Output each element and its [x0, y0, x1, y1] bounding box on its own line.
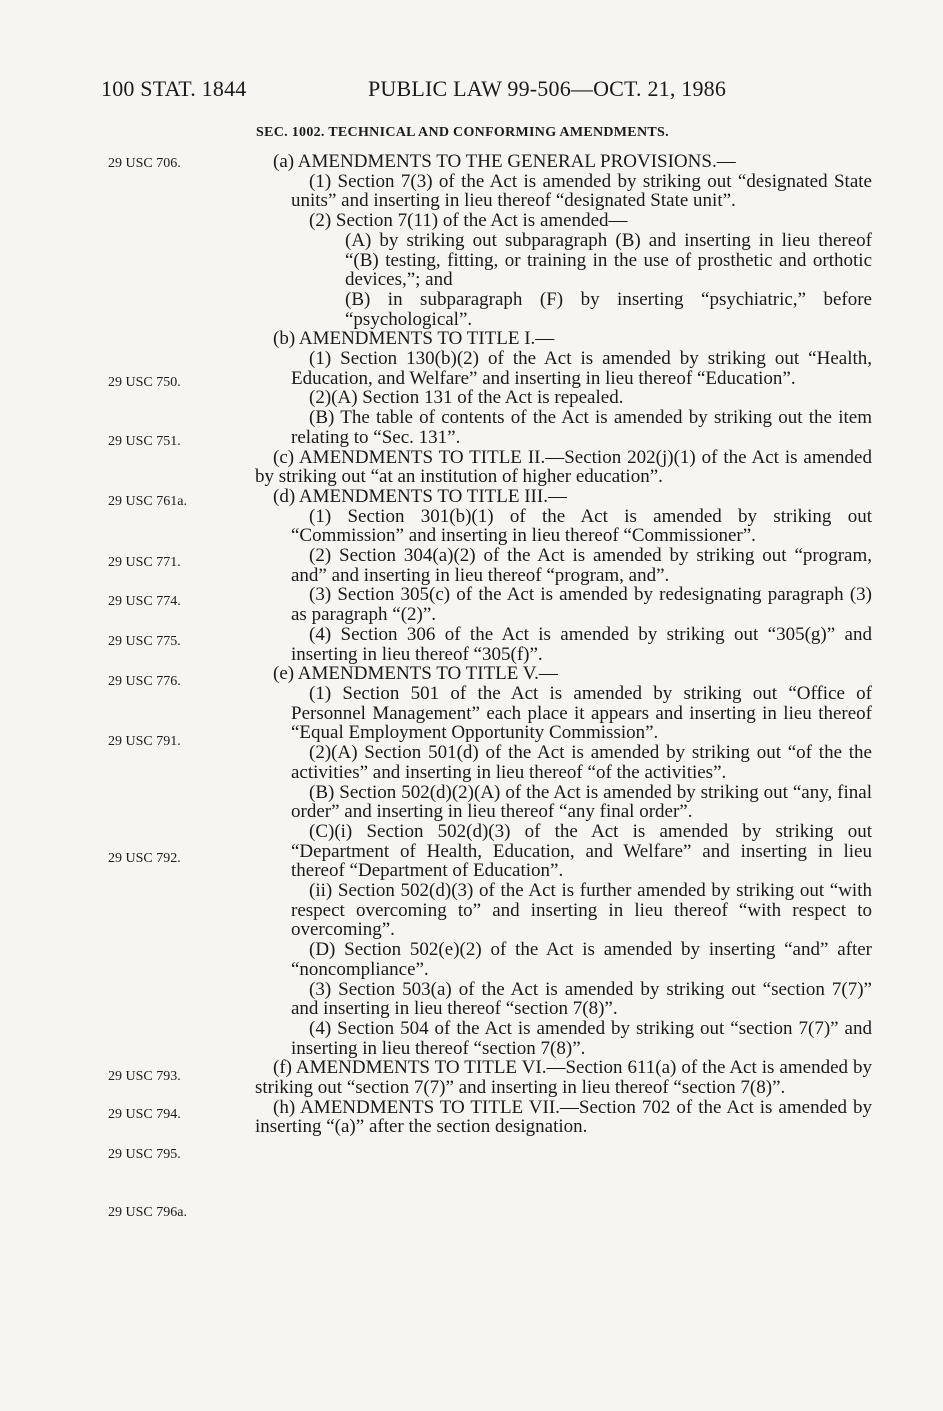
margin-citation: 29 USC 791.: [108, 734, 181, 749]
paragraph: (1) Section 501 of the Act is amended by striking out “Office of Personnel Management” each place it appears and inserting in lieu thereof “Equal Employment Opportunity Commission”.: [291, 682, 872, 744]
margin-citation: 29 USC 706.: [108, 156, 181, 171]
margin-citation: 29 USC 761a.: [108, 494, 187, 509]
paragraph: (1) Section 130(b)(2) of the Act is amended by striking out “Health, Education, and Welfare” and inserting in lieu thereof “Education”.: [291, 348, 872, 389]
paragraph: (ii) Section 502(d)(3) of the Act is further amended by striking out “with respect overcoming to” and inserting in lieu thereof “with respect to overcoming”.: [291, 880, 872, 941]
subsection-f: (f) AMENDMENTS TO TITLE VI.—Section 611(a) of the Act is amended by striking out “section 7(7)” and inserting in lieu thereof “section 7(8)”.: [255, 1057, 872, 1099]
paragraph: (1) Section 301(b)(1) of the Act is amended by striking out “Commission” and inserting in lieu thereof “Commissioner”.: [291, 505, 872, 547]
margin-citation: 29 USC 796a.: [108, 1205, 187, 1220]
subsection-heading-a: (a) AMENDMENTS TO THE GENERAL PROVISIONS.—: [273, 151, 736, 172]
paragraph: (2) Section 7(11) of the Act is amended—: [309, 210, 628, 232]
subsection-h: (h) AMENDMENTS TO TITLE VII.—Section 702 of the Act is amended by inserting “(a)” after the section designation.: [255, 1096, 872, 1138]
margin-citation: 29 USC 750.: [108, 375, 181, 390]
margin-citation: 29 USC 793.: [108, 1069, 181, 1084]
margin-citation: 29 USC 751.: [108, 434, 181, 449]
subsection-heading-d: (d) AMENDMENTS TO TITLE III.—: [273, 485, 567, 507]
paragraph: (C)(i) Section 502(d)(3) of the Act is amended by striking out “Department of Health, Education, and Welfare” and inserting in lieu thereof “Department of Education”.: [291, 820, 872, 882]
subparagraph: (B) in subparagraph (F) by inserting “psychiatric,” before “psychological”.: [345, 288, 872, 330]
paragraph: (3) Section 305(c) of the Act is amended by redesignating paragraph (3) as paragraph “(2)”.: [291, 584, 872, 626]
section-body: [255, 152, 872, 1137]
paragraph: (B) Section 502(d)(2)(A) of the Act is amended by striking out “any, final order” and inserting in lieu thereof “any final order”.: [291, 781, 872, 823]
paragraph: (1) Section 7(3) of the Act is amended by striking out “designated State units” and inserting in lieu thereof “designated State unit”.: [291, 170, 872, 212]
paragraph: (2)(A) Section 131 of the Act is repealed.: [309, 387, 624, 409]
subsection-c: (c) AMENDMENTS TO TITLE II.—Section 202(j)(1) of the Act is amended by striking out “at an institution of higher education”.: [255, 446, 872, 488]
paragraph: (B) The table of contents of the Act is amended by striking out the item relating to “Sec. 131”.: [291, 407, 872, 448]
margin-citation: 29 USC 776.: [108, 674, 181, 689]
margin-citation: 29 USC 775.: [108, 634, 181, 649]
margin-citation: 29 USC 771.: [108, 555, 181, 570]
margin-citation: 29 USC 774.: [108, 594, 181, 609]
paragraph: (2) Section 304(a)(2) of the Act is amended by striking out “program, and” and inserting in lieu thereof “program, and”.: [291, 545, 872, 586]
paragraph: (D) Section 502(e)(2) of the Act is amended by inserting “and” after “noncompliance”.: [291, 939, 872, 980]
page-stat-citation: 100 STAT. 1844: [101, 76, 247, 101]
paragraph: (4) Section 306 of the Act is amended by striking out “305(g)” and inserting in lieu thereof “305(f)”.: [291, 623, 872, 665]
paragraph: (4) Section 504 of the Act is amended by striking out “section 7(7)” and inserting in lieu thereof “section 7(8)”.: [291, 1017, 872, 1059]
subsection-heading-e: (e) AMENDMENTS TO TITLE V.—: [273, 663, 558, 685]
page-running-title: PUBLIC LAW 99-506—OCT. 21, 1986: [368, 76, 727, 101]
paragraph: (2)(A) Section 501(d) of the Act is amended by striking out “of the the activities” and inserting in lieu thereof “of the activities”.: [291, 742, 872, 783]
margin-citation: 29 USC 795.: [108, 1147, 181, 1162]
margin-citation: 29 USC 792.: [108, 851, 181, 866]
subsection-heading-b: (b) AMENDMENTS TO TITLE I.—: [273, 328, 555, 350]
paragraph: (3) Section 503(a) of the Act is amended by striking out “section 7(7)” and inserting in lieu thereof “section 7(8)”.: [291, 978, 872, 1020]
subparagraph: (A) by striking out subparagraph (B) and inserting in lieu thereof “(B) testing, fitting, or training in the use of prosthetic and orthotic devices,”; and: [345, 229, 872, 291]
section-heading: SEC. 1002. TECHNICAL AND CONFORMING AMENDMENTS.: [256, 125, 669, 140]
margin-citation: 29 USC 794.: [108, 1107, 181, 1122]
